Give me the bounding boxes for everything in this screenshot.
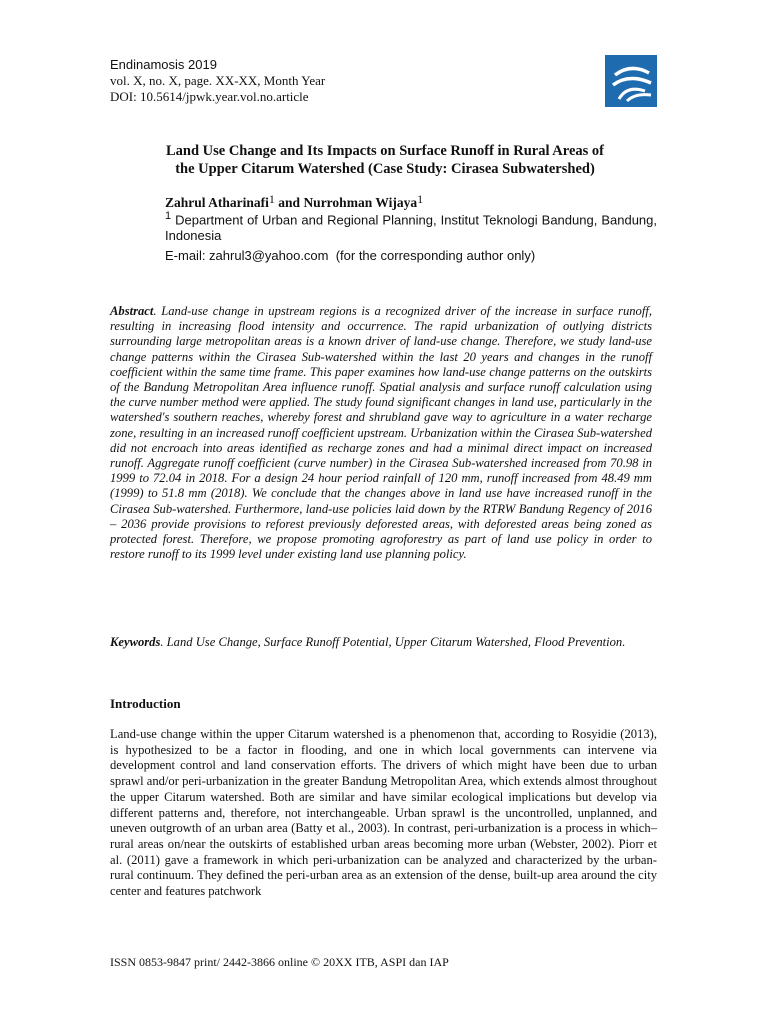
page-footer: ISSN 0853-9847 print/ 2442-3866 online © 20XX ITB, ASPI dan IAP bbox=[110, 955, 449, 969]
contact-email bbox=[165, 248, 535, 263]
journal-name: Endinamosis 2019 bbox=[110, 57, 217, 72]
paper-title bbox=[100, 142, 670, 178]
doi: DOI: 10.5614/jpwk.year.vol.no.article bbox=[110, 89, 309, 104]
journal-header bbox=[110, 57, 325, 105]
introduction-heading: Introduction bbox=[110, 696, 181, 711]
abstract-text: . Land-use change in upstream regions is a recognized driver of the increase in surface runoff, resulting in increasing flood intensity and occurrence. The rapid urbanization of outlying districts surrounding large metropolitan areas is a known driver of land-use change. Therefore, we study land-use change patterns within the Cirasea Sub-watershed within the last 20 years and changes in the runoff coefficient within the same time frame. This paper examines how land-use change patterns on the outskirts of the Bandung Metropolitan Area influence runoff. Spatial analysis and surface runoff calculation using the curve number method were applied. The study found significant changes in land use, particularly in the watershed's southern reaches, whereby forest and shrubland gave way to agriculture in a water recharge zone, resulting in an increased runoff coefficient upstream. Urbanization within the Cirasea Sub-watershed did not encroach into areas identified as recharge zones and had a minimal direct impact on increased runoff. Aggregate runoff coefficient (curve number) in the Cirasea Sub-watershed increased from 70.98 in 1999 to 72.04 in 2018. For a design 24 hour period rainfall of 120 mm, runoff increased from 48.49 mm (1999) to 51.8 mm (2018). We conclude that the changes above in land use have increased runoff in the Cirasea Sub-watershed. Furthermore, land-use policies laid down by the RTRW Bandung Regency of 2016 – 2036 provide provisions to reforest previously deforested areas, with deforested areas being zoned as protected forest. Therefore, we propose promoting agroforestry as part of land use policy in order to restore runoff to its 1999 level under existing land use planning policy. bbox=[110, 304, 652, 562]
volume-info: vol. X, no. X, page. XX-XX, Month Year bbox=[110, 73, 326, 88]
author-1-affil-mark: 1 bbox=[268, 192, 275, 206]
author-2-affil-mark: 1 bbox=[417, 192, 424, 206]
introduction-body: Land-use change within the upper Citarum watershed is a phenomenon that, according to Rosyidie (2013), is hypothesized to be a factor in flooding, and one in which local governments can intervene via development control and land conservation efforts. The drivers of which might have been due to urban sprawl and/or peri-urbanization in the greater Bandung Metropolitan Area, which extends almost throughout the upper Citarum watershed. Both are similar and have similar ecological implications but develop via different patterns and, therefore, not interchangeable. Urban sprawl is the uncontrolled, unplanned, and uneven outgrowth of an urban area (Batty et al., 2003). In contrast, peri-urbanization is a process in which–rural areas on/near the outskirts of established urban areas becoming more urban (Webster, 2002). Piorr et al. (2011) gave a framework in which peri-urbanization can be analyzed and characterized by the urban-rural continuum. They defined the peri-urban area as an extension of the dense, built-up area around the city center and features patchwork bbox=[110, 727, 657, 899]
abstract bbox=[110, 304, 652, 562]
keywords bbox=[110, 635, 630, 651]
keywords-text: . Land Use Change, Surface Runoff Potential, Upper Citarum Watershed, Flood Prevention. bbox=[160, 635, 626, 649]
title-line-2: the Upper Citarum Watershed (Case Study: Cirasea Subwatershed) bbox=[175, 161, 595, 177]
author-conjunction: and bbox=[274, 195, 304, 210]
affiliation bbox=[165, 208, 657, 244]
email-note: (for the corresponding author only) bbox=[328, 248, 536, 263]
email-address: E-mail: zahrul3@yahoo.com bbox=[165, 248, 329, 263]
keywords-label: Keywords bbox=[110, 635, 161, 649]
affiliation-text: Department of Urban and Regional Planning, Institut Teknologi Bandung, Bandung, Indonesia bbox=[165, 212, 657, 244]
title-line-1: Land Use Change and Its Impacts on Surface Runoff in Rural Areas of bbox=[165, 143, 604, 159]
abstract-label: Abstract bbox=[110, 304, 154, 318]
affiliation-mark: 1 bbox=[165, 210, 172, 222]
author-1: Zahrul Atharinafi bbox=[165, 195, 269, 210]
journal-logo-icon bbox=[605, 55, 657, 107]
author-2: Nurrohman Wijaya bbox=[303, 195, 418, 210]
